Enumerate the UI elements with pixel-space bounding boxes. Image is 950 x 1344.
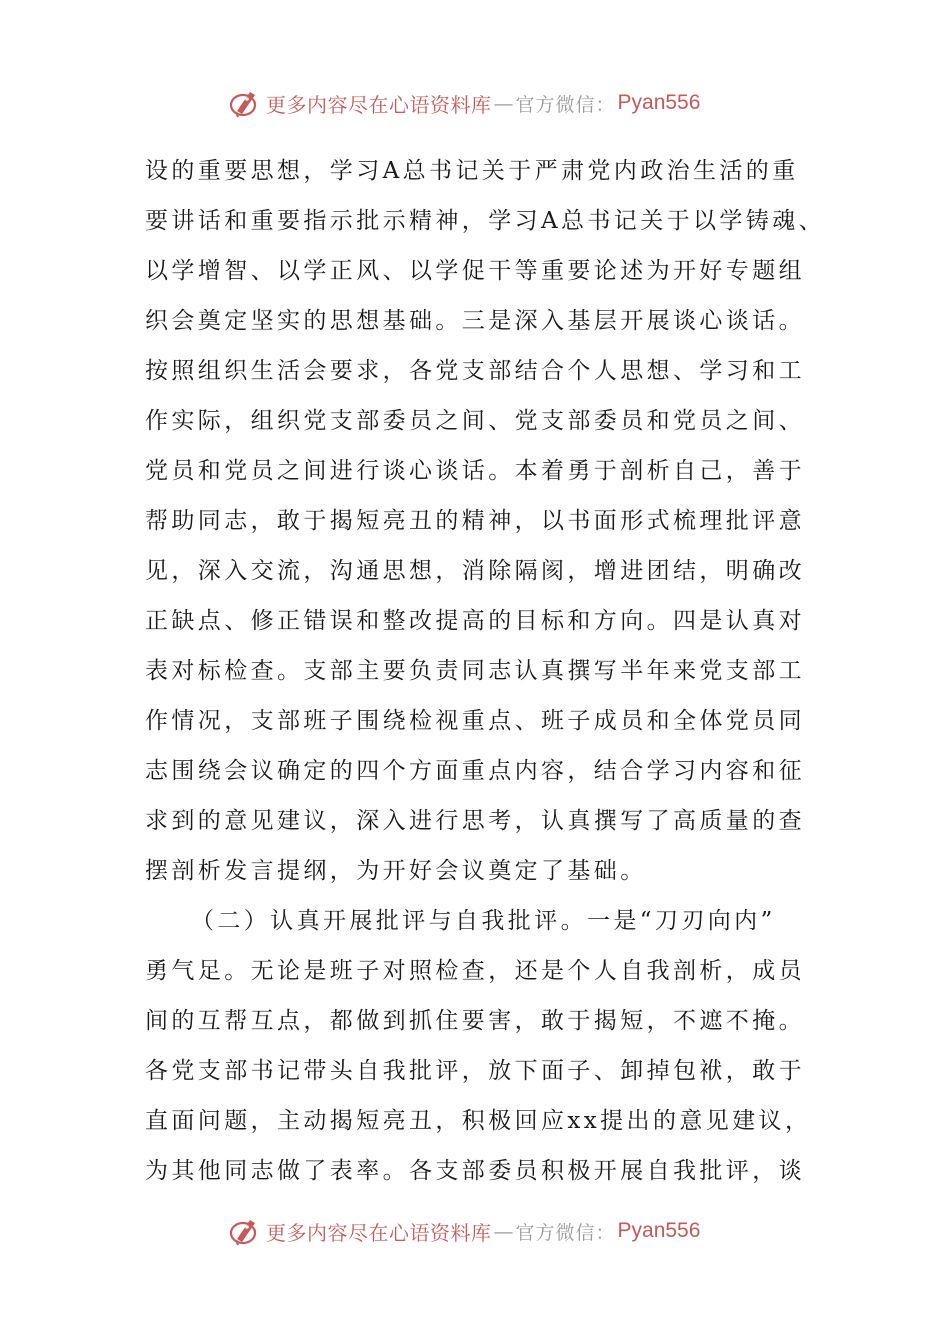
banner-separator: — bbox=[493, 91, 514, 115]
text-line: 以学增智、以学正风、以学促干等重要论述为开好专题组 bbox=[145, 258, 805, 284]
banner-wechat-id: Pyan556 bbox=[617, 1219, 701, 1242]
text-line: 摆剖析发言提纲，为开好会议奠定了基础。 bbox=[145, 858, 647, 884]
text-line: 织会奠定坚实的思想基础。三是深入基层开展谈心谈话。 bbox=[145, 308, 805, 334]
text-line: 按照组织生活会要求，各党支部结合个人思想、学习和工 bbox=[145, 358, 805, 384]
text-line: 为其他同志做了表率。各支部委员积极开展自我批评，谈 bbox=[145, 1158, 805, 1184]
banner-separator: — bbox=[493, 1219, 514, 1243]
text-line: 帮助同志，敢于揭短亮丑的精神，以书面形式梳理批评意 bbox=[145, 508, 805, 534]
text-line: 作情况，支部班子围绕检视重点、班子成员和全体党员同 bbox=[145, 708, 805, 734]
banner-text: 更多内容尽在心语资料库 bbox=[266, 92, 492, 117]
pen-nib-logo-icon bbox=[228, 86, 262, 120]
banner-text: 更多内容尽在心语资料库 bbox=[266, 1220, 492, 1245]
text-line: 勇气足。无论是班子对照检查，还是个人自我剖析，成员 bbox=[145, 958, 805, 984]
text-line: 求到的意见建议，深入进行思考，认真撰写了高质量的查 bbox=[145, 808, 805, 834]
banner-official-label: 官方微信： bbox=[515, 1221, 616, 1244]
text-line: 见，深入交流，沟通思想，消除隔阂，增进团结，明确改 bbox=[145, 558, 805, 584]
text-line: 党员和党员之间进行谈心谈话。本着勇于剖析自己，善于 bbox=[145, 458, 805, 484]
banner-wechat-id: Pyan556 bbox=[617, 91, 701, 114]
text-line: 各党支部书记带头自我批评，放下面子、卸掉包袱，敢于 bbox=[145, 1058, 805, 1084]
section-heading-line: （二）认真开展批评与自我批评。一是“刀刃向内” bbox=[191, 908, 776, 934]
text-line: 作实际，组织党支部委员之间、党支部委员和党员之间、 bbox=[145, 408, 805, 434]
header-banner bbox=[228, 83, 700, 123]
text-line: 设的重要思想，学习A总书记关于严肃党内政治生活的重 bbox=[145, 158, 799, 184]
footer-banner bbox=[228, 1211, 700, 1251]
text-line: 正缺点、修正错误和整改提高的目标和方向。四是认真对 bbox=[145, 608, 805, 634]
text-line: 志围绕会议确定的四个方面重点内容，结合学习内容和征 bbox=[145, 758, 805, 784]
text-line: 要讲话和重要指示批示精神，学习A总书记关于以学铸魂、 bbox=[145, 208, 826, 234]
text-line: 间的互帮互点，都做到抓住要害，敢于揭短，不遮不掩。 bbox=[145, 1008, 805, 1034]
text-line: 直面问题，主动揭短亮丑，积极回应xx提出的意见建议， bbox=[145, 1108, 812, 1134]
document-body bbox=[145, 146, 835, 1196]
pen-nib-logo-icon bbox=[228, 1214, 262, 1248]
banner-official-label: 官方微信： bbox=[515, 93, 616, 116]
text-line: 表对标检查。支部主要负责同志认真撰写半年来党支部工 bbox=[145, 658, 805, 684]
